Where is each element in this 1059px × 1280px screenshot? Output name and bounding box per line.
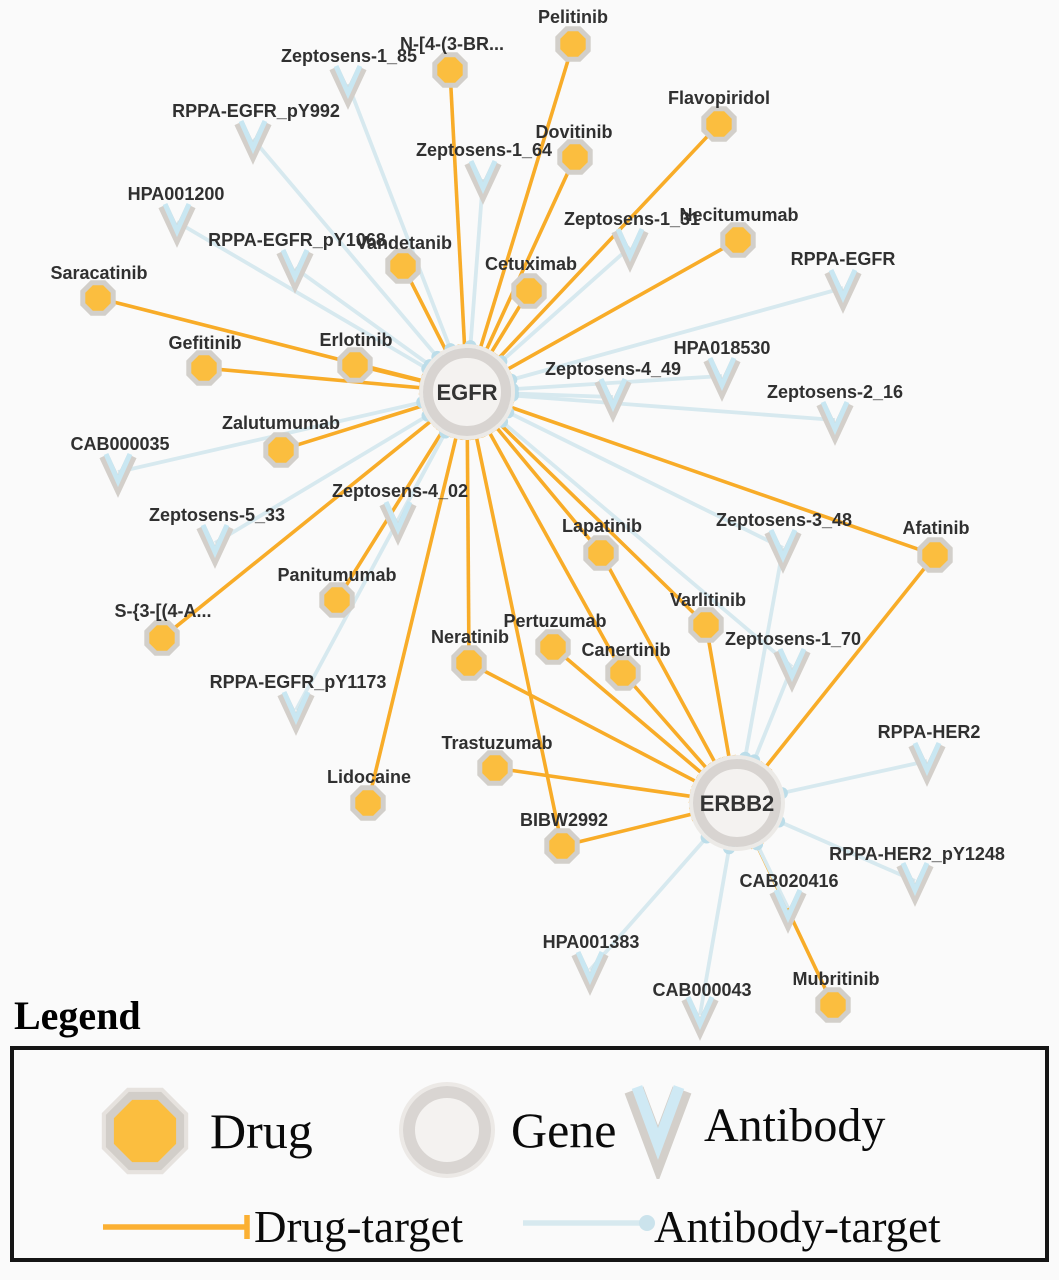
edge-drug-target-varlitinib-erbb2	[708, 639, 729, 758]
drug-node-lapatinib[interactable]	[586, 538, 616, 568]
drug-label-saracatinib: Saracatinib	[50, 263, 148, 283]
drug-node-vandetanib[interactable]	[388, 251, 418, 281]
gene-label-erbb2: ERBB2	[699, 791, 775, 816]
antibody-label-hpa001200: HPA001200	[127, 184, 225, 204]
drug-node-lidocaine[interactable]	[353, 788, 383, 818]
drug-label-lidocaine: Lidocaine	[326, 767, 412, 787]
drug-node-n4_3br[interactable]	[435, 55, 465, 85]
legend-box	[10, 1046, 1049, 1262]
antibody-label-rppa-her2_py1248: RPPA-HER2_pY1248	[829, 844, 1005, 864]
edge-antibody-target-rppa-her2-erbb2	[782, 761, 927, 793]
antibody-label-zeptosens-4_02: Zeptosens-4_02	[331, 481, 469, 501]
antibody-node-zeptosens-1_64[interactable]	[469, 161, 497, 193]
antibody-label-cab020416: CAB020416	[739, 871, 839, 891]
drug-icon	[95, 1081, 195, 1181]
antibody-label-zeptosens-4_49: Zeptosens-4_49	[544, 359, 682, 379]
drug-label-n4_3br: N-[4-(3-BR...	[400, 34, 504, 54]
gene-node-erbb2[interactable]	[691, 757, 783, 849]
drug-label-canertinib: Canertinib	[581, 640, 671, 660]
drug-label-lapatinib: Lapatinib	[562, 516, 642, 536]
antibody-label-cab000035: CAB000035	[70, 434, 170, 454]
edge-drug-target-flavopiridol-egfr	[499, 134, 710, 358]
antibody-label-rppa-egfr_py992: RPPA-EGFR_pY992	[172, 101, 340, 121]
antibody-label-zeptosens-1_70: Zeptosens-1_70	[724, 629, 862, 649]
drug-label-gefitinib: Gefitinib	[168, 333, 242, 353]
legend-title: Legend	[14, 993, 141, 1038]
antibody-label-cab000043: CAB000043	[652, 980, 752, 1000]
antibody-node-rppa-egfr[interactable]	[829, 270, 857, 302]
drug-node-s3_4a[interactable]	[147, 623, 177, 653]
drug-node-necitumumab[interactable]	[723, 225, 753, 255]
antibody-node-rppa-her2[interactable]	[913, 743, 941, 775]
antibody-label-hpa018530: HPA018530	[673, 338, 771, 358]
drug-label-zalutumumab: Zalutumumab	[221, 413, 341, 433]
drug-label-afatinib: Afatinib	[902, 518, 970, 538]
drug-node-erlotinib[interactable]	[340, 350, 370, 380]
antibody-label-rppa-egfr_py1068: RPPA-EGFR_pY1068	[208, 230, 386, 250]
drug-node-pelitinib[interactable]	[558, 29, 588, 59]
antibody-label-zeptosens-1_85: Zeptosens-1_85	[280, 46, 418, 66]
antibody-node-hpa001200[interactable]	[163, 204, 191, 236]
gene-label-egfr: EGFR	[436, 380, 498, 405]
drug-node-trastuzumab[interactable]	[480, 753, 510, 783]
edge-drug-target-n4_3br-egfr	[451, 84, 465, 346]
legend-drug-target-label: Drug-target	[254, 1202, 464, 1252]
antibody-label-rppa-her2: RPPA-HER2	[877, 722, 981, 742]
antibody-label-rppa-egfr_py1173: RPPA-EGFR_pY1173	[209, 672, 387, 692]
antibody-label-zeptosens-1_64: Zeptosens-1_64	[415, 140, 553, 160]
drug-node-varlitinib[interactable]	[691, 610, 721, 640]
drug-label-pertuzumab: Pertuzumab	[503, 611, 607, 631]
legend-antibody-target-label: Antibody-target	[654, 1202, 941, 1252]
legend-antibody-label: Antibody	[704, 1099, 886, 1152]
drug-label-erlotinib: Erlotinib	[319, 330, 393, 350]
antibody-label-hpa001383: HPA001383	[542, 932, 640, 952]
drug-node-panitumumab[interactable]	[322, 585, 352, 615]
antibody-node-zeptosens-2_16[interactable]	[821, 402, 849, 434]
antibody-label-zeptosens-3_48: Zeptosens-3_48	[715, 510, 853, 530]
drug-label-neratinib: Neratinib	[430, 627, 510, 647]
edge-drug-target-neratinib-egfr	[467, 438, 469, 649]
edge-antibody-target-zeptosens-1_64-egfr	[470, 179, 483, 346]
drug-node-mubritinib[interactable]	[818, 990, 848, 1020]
gene-node-egfr[interactable]	[421, 346, 513, 438]
drug-label-flavopiridol: Flavopiridol	[667, 88, 771, 108]
drug-node-dovitinib[interactable]	[560, 142, 590, 172]
drug-label-varlitinib: Varlitinib	[669, 590, 747, 610]
edge-drug-target-erlotinib-egfr	[369, 368, 423, 381]
drug-node-gefitinib[interactable]	[189, 353, 219, 383]
drug-node-saracatinib[interactable]	[83, 283, 113, 313]
antibody-label-zeptosens-1_31: Zeptosens-1_31	[563, 209, 701, 229]
drug-label-cetuximab: Cetuximab	[484, 254, 578, 274]
drug-node-afatinib[interactable]	[920, 540, 950, 570]
drug-label-pelitinib: Pelitinib	[537, 7, 609, 27]
antibody-node-hpa018530[interactable]	[708, 358, 736, 390]
drug-label-panitumumab: Panitumumab	[277, 565, 397, 585]
drug-label-trastuzumab: Trastuzumab	[441, 733, 553, 753]
drug-label-s3_4a: S-{3-[(4-A...	[114, 601, 212, 621]
drug-label-mubritinib: Mubritinib	[792, 969, 880, 989]
antibody-label-zeptosens-5_33: Zeptosens-5_33	[148, 505, 286, 525]
antibody-icon	[613, 1069, 703, 1179]
drug-node-pertuzumab[interactable]	[538, 632, 568, 662]
drug-node-neratinib[interactable]	[454, 648, 484, 678]
drug-node-canertinib[interactable]	[608, 658, 638, 688]
legend-drug-label: Drug	[210, 1103, 313, 1159]
drug-label-necitumumab: Necitumumab	[679, 205, 799, 225]
edge-drug-target-trastuzumab-erbb2	[509, 770, 692, 796]
drug-node-zalutumumab[interactable]	[266, 435, 296, 465]
drug-label-vandetanib: Vandetanib	[355, 233, 453, 253]
drug-label-dovitinib: Dovitinib	[535, 122, 613, 142]
drug-node-flavopiridol[interactable]	[704, 109, 734, 139]
legend-gene-label: Gene	[511, 1102, 617, 1158]
drug-node-bibw2992[interactable]	[547, 831, 577, 861]
edge-drug-target-neratinib-erbb2	[481, 669, 696, 781]
antibody-label-zeptosens-2_16: Zeptosens-2_16	[766, 382, 904, 402]
drug-label-bibw2992: BIBW2992	[519, 810, 609, 830]
drug-target-line-icon	[99, 1210, 269, 1244]
antibody-label-rppa-egfr: RPPA-EGFR	[790, 249, 896, 269]
antibody-target-line-icon	[519, 1206, 669, 1240]
drug-node-cetuximab[interactable]	[514, 276, 544, 306]
gene-icon	[397, 1080, 497, 1180]
antibody-node-cab000035[interactable]	[104, 454, 132, 486]
antibody-node-zeptosens-1_85[interactable]	[334, 66, 362, 98]
